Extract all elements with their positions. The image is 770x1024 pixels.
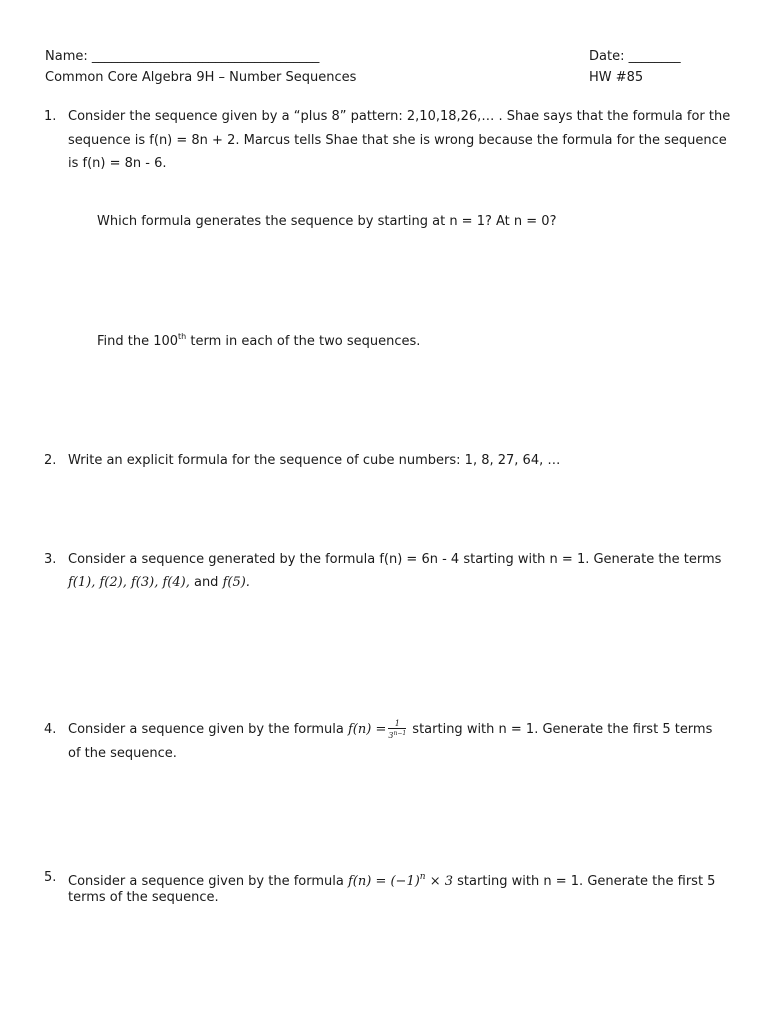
question-text-line: sequence is f(n) = 8n + 2. Marcus tells Shae that she is wrong because the formula for the sequence	[68, 133, 727, 148]
question-number: 1.	[44, 109, 57, 124]
course-title: Common Core Algebra 9H – Number Sequences	[45, 70, 357, 85]
name-field-label: Name: ___________________________________	[45, 49, 320, 64]
function-term-last: f(5).	[222, 575, 250, 590]
question-text-line: Consider a sequence generated by the formula f(n) = 6n - 4 starting with n = 1. Generate the terms	[68, 552, 722, 567]
question-text-line: is f(n) = 8n - 6.	[68, 156, 167, 171]
formula: $f(n) = (-1)^n \times 3$	[348, 872, 454, 889]
question-number: 5.	[44, 870, 57, 885]
question-text-line: terms of the sequence.	[68, 890, 219, 905]
question-number: 3.	[44, 552, 57, 567]
question-text-line: f(1), f(2), f(3), f(4), and f(5).	[68, 575, 250, 590]
question-text-line: Consider a sequence given by the formula $f(n) = (-1)^n \times 3$ starting with n = 1. Generate the first 5	[68, 872, 716, 889]
question-text-line: of the sequence.	[68, 746, 177, 761]
sub-question-b: Find the 100th term in each of the two sequences.	[97, 332, 421, 349]
question-text-line: Write an explicit formula for the sequence of cube numbers: 1, 8, 27, 64, …	[68, 453, 561, 468]
question-number: 2.	[44, 453, 57, 468]
function-terms: f(1), f(2), f(3), f(4),	[68, 575, 190, 590]
question-number: 4.	[44, 722, 57, 737]
formula-lhs: f(n) =	[348, 722, 387, 737]
homework-number: HW #85	[589, 70, 644, 85]
fraction: $\frac{1}{3^{n-1}}$	[388, 719, 407, 740]
question-text-line: Consider the sequence given by a “plus 8” pattern: 2,10,18,26,… . Shae says that the formula for the	[68, 109, 731, 124]
sub-question-a: Which formula generates the sequence by starting at n = 1? At n = 0?	[97, 214, 557, 229]
date-field-label: Date: ________	[589, 49, 681, 64]
question-text-line: Consider a sequence given by the formula f(n) = $\frac{1}{3^{n-1}}$ starting with n = 1. Generate the first 5 terms	[68, 719, 713, 740]
